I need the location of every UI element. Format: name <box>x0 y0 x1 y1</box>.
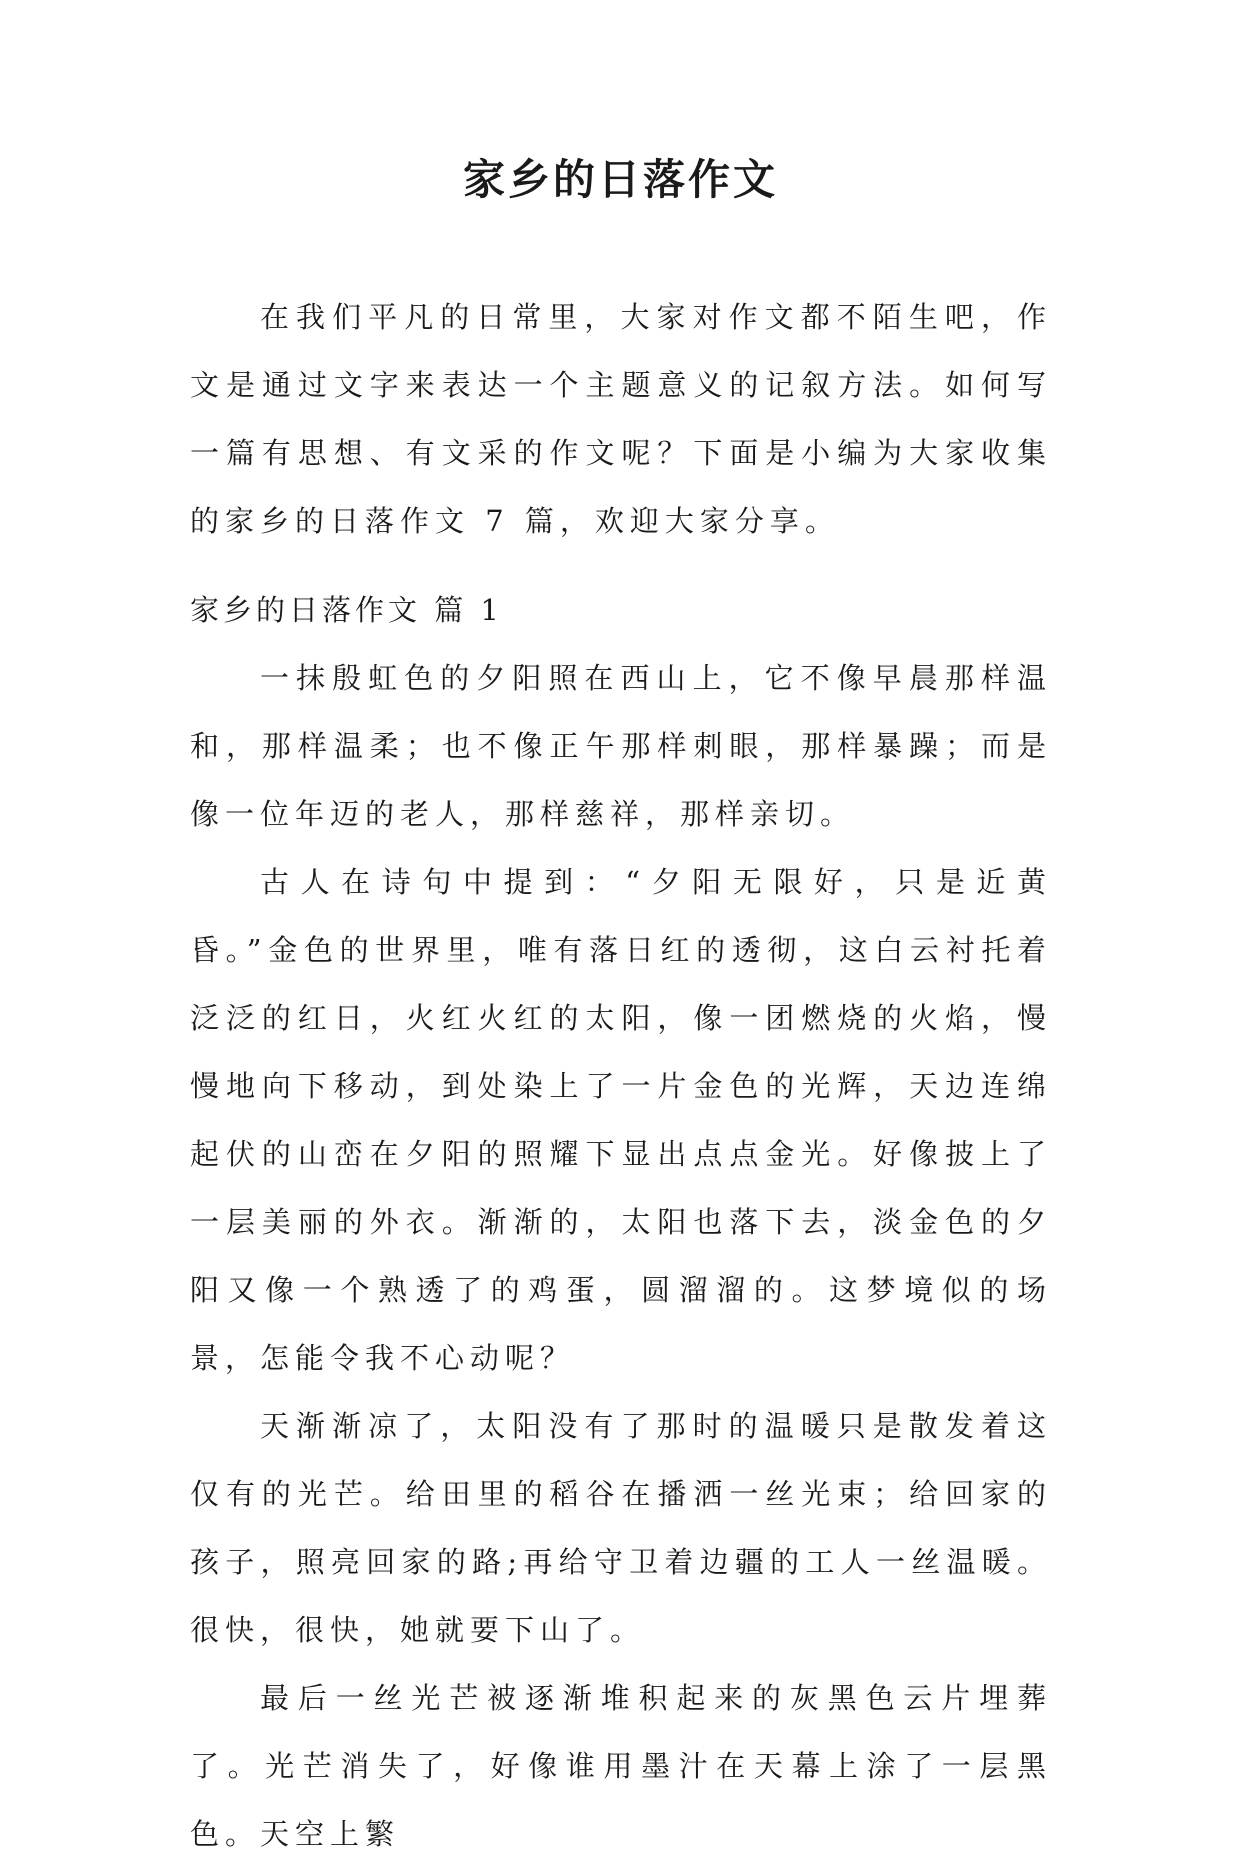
document-title: 家乡的日落作文 <box>462 155 778 204</box>
essay-body <box>190 644 1052 1868</box>
essay-paragraph: 一抹殷虹色的夕阳照在西山上，它不像早晨那样温和，那样温柔；也不像正午那样刺眼，那样暴躁；而是像一位年迈的老人，那样慈祥，那样亲切。 <box>190 661 1052 831</box>
essay-paragraph: 古人在诗句中提到：“夕阳无限好，只是近黄昏。”金色的世界里，唯有落日红的透彻，这白云衬托着泛泛的红日，火红火红的太阳，像一团燃烧的火焰，慢慢地向下移动，到处染上了一片金色的光辉，天边连绵起伏的山峦在夕阳的照耀下显出点点金光。好像披上了一层美丽的外衣。渐渐的，太阳也落下去，淡金色的夕阳又像一个熟透了的鸡蛋，圆溜溜的。这梦境似的场景，怎能令我不心动呢？ <box>190 865 1052 1375</box>
intro-paragraph: 在我们平凡的日常里，大家对作文都不陌生吧，作文是通过文字来表达一个主题意义的记叙方法。如何写一篇有思想、有文采的作文呢？下面是小编为大家收集的家乡的日落作文 7 篇，欢迎大家分享。 <box>190 300 1052 538</box>
essay-paragraph: 天渐渐凉了，太阳没有了那时的温暖只是散发着这仅有的光芒。给田里的稻谷在播洒一丝光束；给回家的孩子，照亮回家的路;再给守卫着边疆的工人一丝温暖。很快，很快，她就要下山了。 <box>190 1409 1052 1647</box>
section-heading: 家乡的日落作文 篇 1 <box>190 593 503 627</box>
essay-paragraph: 最后一丝光芒被逐渐堆积起来的灰黑色云片埋葬了。光芒消失了，好像谁用墨汁在天幕上涂了一层黑色。天空上繁 <box>190 1681 1052 1851</box>
